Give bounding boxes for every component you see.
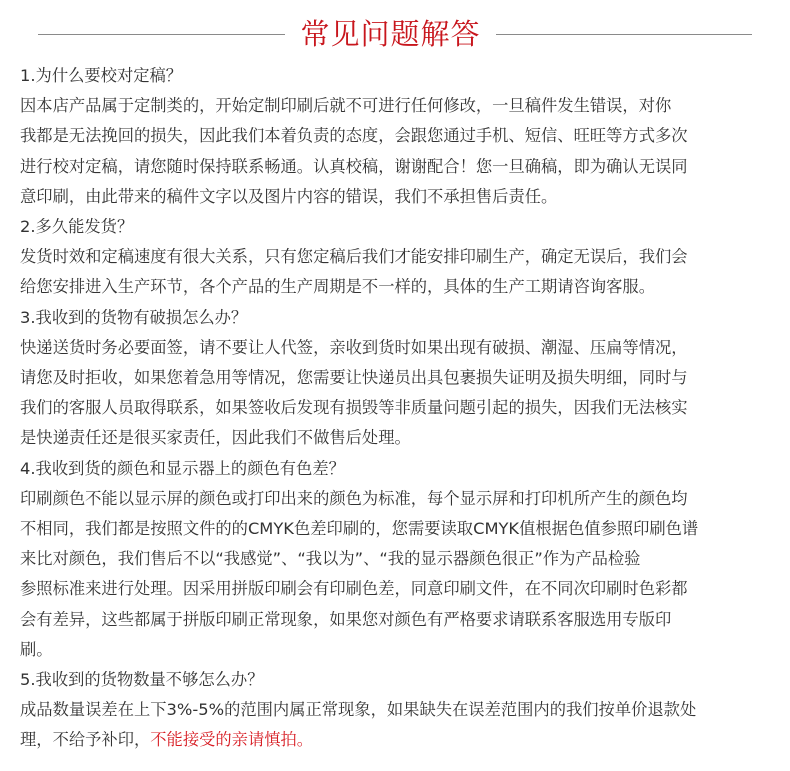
faq-answer-4-line-5: 会有差异，这些都属于拼版印刷正常现象，如果您对颜色有严格要求请联系客服选用专版印: [20, 609, 672, 629]
faq-answer-3-line-2: 请您及时拒收，如果您着急用等情况，您需要让快递员出具包裹损失证明及损失明细，同时与: [20, 368, 688, 388]
faq-answer-4-line-1: 印刷颜色不能以显示屏的颜色或打印出来的颜色为标准，每个显示屏和打印机所产生的颜色均: [20, 488, 688, 508]
faq-question-2: 2.多久能发货？: [20, 217, 134, 237]
faq-answer-4-line-4: 参照标准来进行处理。因采用拼版印刷会有印刷色差，同意印刷文件，在不同次印刷时色彩都: [20, 579, 688, 599]
faq-answer-5-plain-text: 理，不给予补印，: [20, 730, 151, 750]
page-title: 常见问题解答: [300, 17, 481, 51]
header-divider-right: [496, 34, 752, 35]
faq-answer-5-line-1: 成品数量误差在上下3%-5%的范围内属正常现象，如果缺失在误差范围内的我们按单价退款处: [20, 700, 697, 720]
faq-question-5: 5.我收到的货物数量不够怎么办？: [20, 670, 264, 690]
faq-answer-4-line-2: 不相同，我们都是按照文件的的CMYK色差印刷的，您需要读取CMYK值根据色值参照印刷色谱: [20, 519, 699, 539]
faq-answer-4-line-6: 刷。: [20, 639, 53, 659]
page-header: [0, 8, 790, 60]
faq-answer-1-line-3: 进行校对定稿，请您随时保持联系畅通。认真校稿，谢谢配合！您一旦确稿，即为确认无误同: [20, 156, 688, 176]
faq-answer-3-line-3: 我们的客服人员取得联系，如果签收后发现有损毁等非质量问题引起的损失，因我们无法核实: [20, 398, 688, 418]
faq-answer-2-line-1: 发货时效和定稿速度有很大关系，只有您定稿后我们才能安排印刷生产，确定无误后，我们会: [20, 247, 688, 267]
faq-answer-4-line-3: 来比对颜色，我们售后不以“我感觉”、“我以为”、“我的显示器颜色很正”作为产品检验: [20, 549, 641, 569]
faq-answer-5-line-2: [20, 725, 778, 755]
faq-content: [20, 61, 778, 756]
header-divider-left: [38, 34, 285, 35]
faq-question-1: 1.为什么要校对定稿？: [20, 66, 183, 85]
faq-question-4: 4.我收到货的颜色和显示器上的颜色有色差？: [20, 458, 345, 478]
faq-answer-1-line-4: 意印刷，由此带来的稿件文字以及图片内容的错误，我们不承担售后责任。: [20, 186, 558, 206]
faq-answer-2-line-2: 给您安排进入生产环节，各个产品的生产周期是不一样的，具体的生产工期请咨询客服。: [20, 277, 655, 297]
faq-answer-3-line-4: 是快递责任还是很买家责任，因此我们不做售后处理。: [20, 428, 411, 448]
faq-answer-1-line-2: 我都是无法挽回的损失，因此我们本着负责的态度，会跟您通过手机、短信、旺旺等方式多次: [20, 126, 688, 146]
faq-answer-3-line-1: 快递送货时务必要面签，请不要让人代签，亲收到货时如果出现有破损、潮湿、压扁等情况，: [20, 337, 688, 357]
faq-question-3: 3.我收到的货物有破损怎么办？: [20, 307, 248, 327]
faq-answer-1-line-1: 因本店产品属于定制类的，开始定制印刷后就不可进行任何修改，一旦稿件发生错误，对你: [20, 96, 672, 116]
faq-answer-5-warning-text: 不能接受的亲请慎拍。: [150, 730, 314, 750]
